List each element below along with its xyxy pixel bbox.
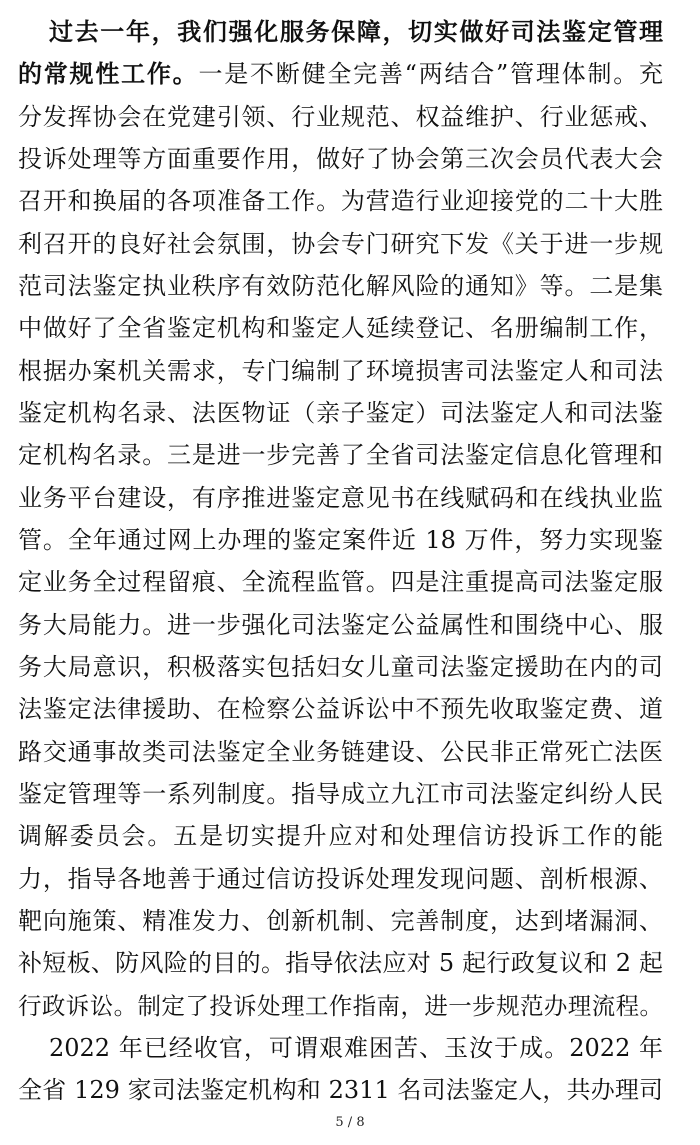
- text-line: [18, 350, 663, 392]
- text-line: [18, 138, 663, 180]
- body-text: 务大局能力。进一步强化司法鉴定公益属性和围绕中心、服: [18, 610, 663, 639]
- text-line: [18, 985, 663, 1027]
- text-line: [18, 561, 663, 603]
- text-line: [18, 858, 663, 900]
- body-text: 鉴定机构名录、法医物证（亲子鉴定）司法鉴定人和司法鉴: [18, 398, 663, 427]
- body-text: 投诉处理等方面重要作用，做好了协会第三次会员代表大会: [18, 144, 663, 173]
- text-line: [18, 646, 663, 688]
- body-text: 管。全年通过网上办理的鉴定案件近 18 万件，努力实现鉴: [18, 525, 663, 554]
- body-text: 调解委员会。五是切实提升应对和处理信访投诉工作的能: [18, 822, 663, 851]
- text-line: [18, 223, 663, 265]
- text-line: [18, 688, 663, 730]
- text-line: [49, 1027, 663, 1069]
- text-line: [18, 900, 663, 942]
- text-line: [18, 434, 663, 476]
- page-number: 5 / 8: [335, 1115, 365, 1130]
- body-text: 业务平台建设，有序推进鉴定意见书在线赋码和在线执业监: [18, 483, 663, 512]
- body-text: 全省 129 家司法鉴定机构和 2311 名司法鉴定人，共办理司: [18, 1076, 663, 1105]
- text-line: [18, 773, 663, 815]
- body-text: 中做好了全省鉴定机构和鉴定人延续登记、名册编制工作，: [18, 314, 663, 343]
- text-line: [18, 96, 663, 138]
- text-line: [18, 942, 663, 984]
- text-line: [18, 477, 663, 519]
- body-text: 补短板、防风险的目的。指导依法应对 5 起行政复议和 2 起: [18, 949, 663, 978]
- body-text: 定机构名录。三是进一步完善了全省司法鉴定信息化管理和: [18, 441, 663, 470]
- body-text: 分发挥协会在党建引领、行业规范、权益维护、行业惩戒、: [18, 102, 663, 131]
- body-text: 2022 年已经收官，可谓艰难困苦、玉汝于成。2022 年: [49, 1033, 663, 1062]
- body-text: 法鉴定法律援助、在检察公益诉讼中不预先收取鉴定费、道: [18, 695, 663, 724]
- body-text: 靶向施策、精准发力、创新机制、完善制度，达到堵漏洞、: [18, 906, 663, 935]
- text-line: [18, 1069, 663, 1111]
- body-text: 力，指导各地善于通过信访投诉处理发现问题、剖析根源、: [18, 864, 663, 893]
- text-line: [18, 731, 663, 773]
- text-line: [18, 392, 663, 434]
- text-line: [49, 11, 663, 53]
- body-text: 范司法鉴定执业秩序有效防范化解风险的通知》等。二是集: [18, 271, 663, 300]
- body-text: 鉴定管理等一系列制度。指导成立九江市司法鉴定纠纷人民: [18, 779, 663, 808]
- body-text: 务大局意识，积极落实包括妇女儿童司法鉴定援助在内的司: [18, 652, 663, 681]
- text-line: [18, 307, 663, 349]
- text-line: [18, 265, 663, 307]
- body-text: 利召开的良好社会氛围，协会专门研究下发《关于进一步规: [18, 229, 663, 258]
- text-line: [18, 180, 663, 222]
- body-text: 路交通事故类司法鉴定全业务链建设、公民非正常死亡法医: [18, 737, 663, 766]
- bold-heading-text: 过去一年，我们强化服务保障，切实做好司法鉴定管理: [49, 17, 663, 46]
- text-line: [18, 519, 663, 561]
- body-text: 召开和换届的各项准备工作。为营造行业迎接党的二十大胜: [18, 187, 663, 216]
- body-text: 行政诉讼。制定了投诉处理工作指南，进一步规范办理流程。: [18, 991, 663, 1020]
- body-text: 根据办案机关需求，专门编制了环境损害司法鉴定人和司法: [18, 356, 663, 385]
- text-line: [18, 604, 663, 646]
- body-text: 定业务全过程留痕、全流程监管。四是注重提高司法鉴定服: [18, 568, 663, 597]
- text-line: [18, 815, 663, 857]
- text-line: [18, 53, 663, 95]
- body-text: 一是不断健全完善“两结合”管理体制。充: [198, 60, 663, 89]
- bold-heading-text: 的常规性工作。: [18, 59, 199, 89]
